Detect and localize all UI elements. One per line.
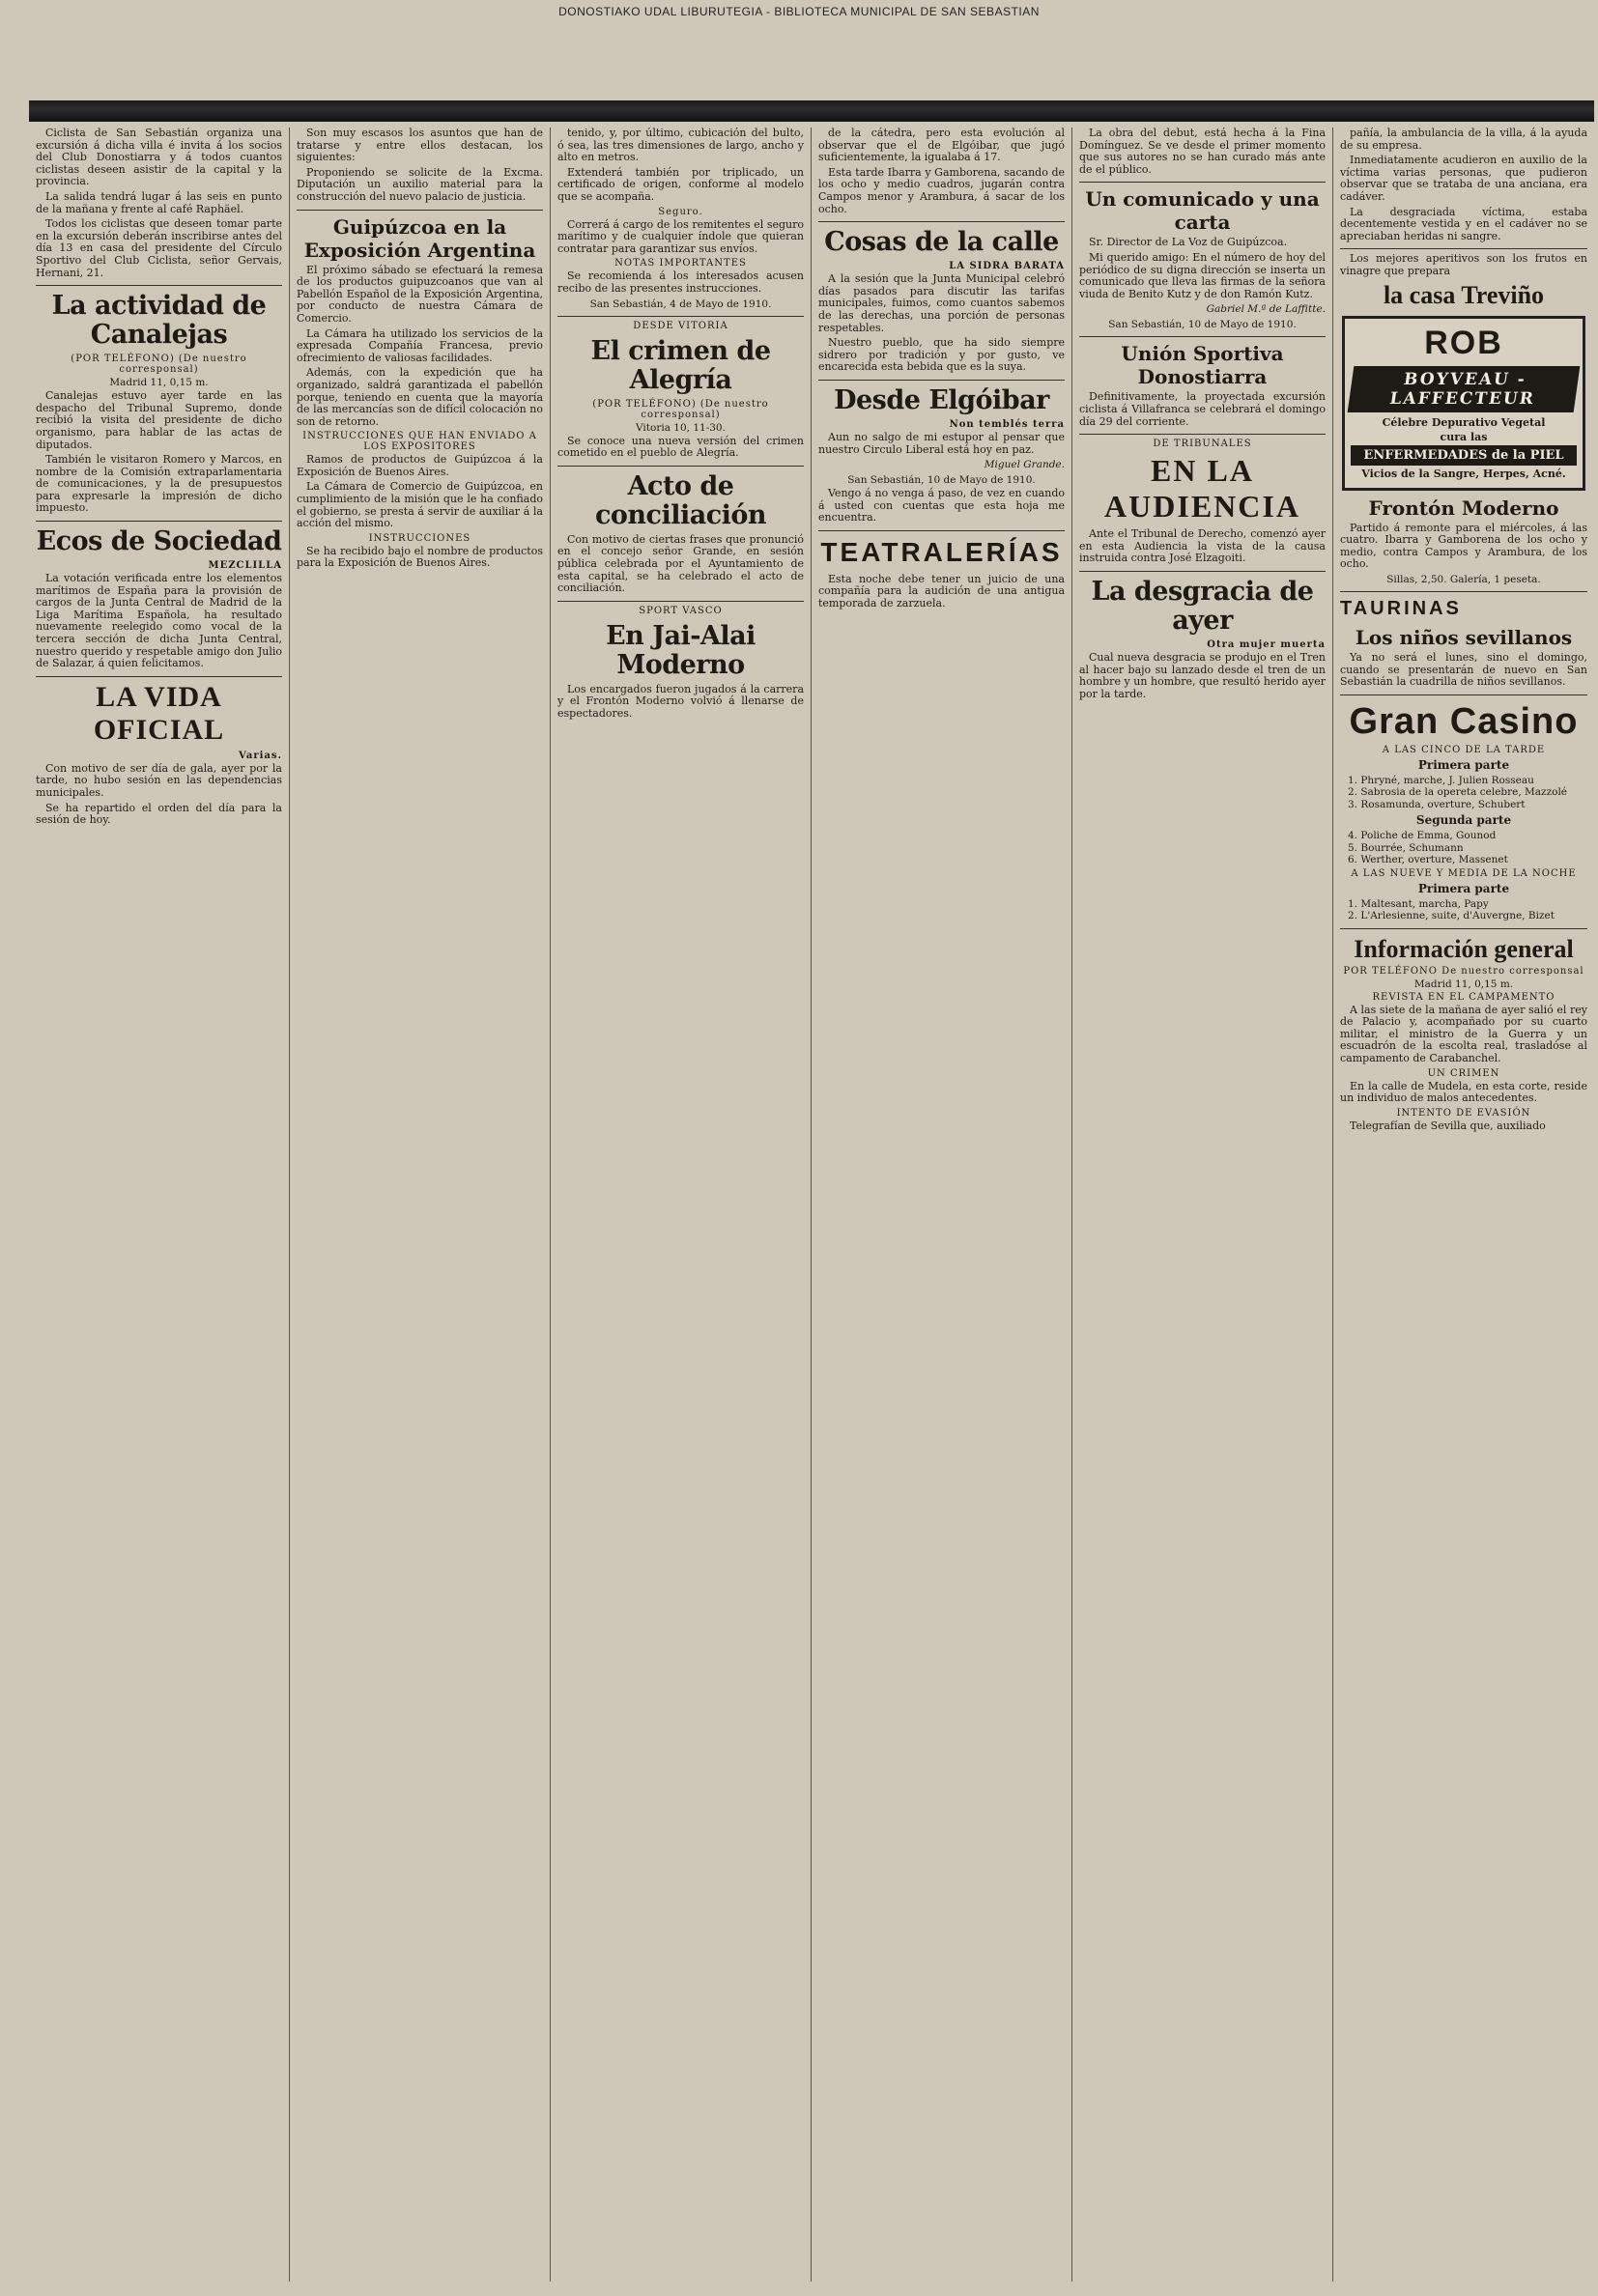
headline-acto-conciliacion: Acto de conciliación xyxy=(594,470,767,530)
paragraph: Mi querido amigo: En el número de hoy del periódico de su digna dirección se inserta un comunicado que lleva las firmas de la señora viuda de Benito Kutz y de don Ramón Kutz. xyxy=(1079,250,1326,300)
divider xyxy=(818,380,1065,381)
column-2 xyxy=(290,128,551,2282)
paragraph: Ramos de productos de Guipúzcoa á la Exposición de Buenos Aires. xyxy=(297,453,543,478)
divider xyxy=(818,221,1065,222)
subhead: POR TELÉFONO De nuestro corresponsal xyxy=(1343,965,1584,977)
paragraph: Telegrafían de Sevilla que, auxiliado xyxy=(1350,1119,1546,1132)
paragraph: Con motivo de ser día de gala, ayer por la tarde, no hubo sesión en las dependencias municipales. xyxy=(36,761,282,799)
paragraph: Canalejas estuvo ayer tarde en las despacho del Tribunal Supremo, donde recibió la visita del presidente de dicho organismo, para hablar de las actas de diputados. xyxy=(36,389,282,451)
divider xyxy=(557,601,804,602)
subhead: INSTRUCCIONES xyxy=(368,532,471,544)
paragraph: La obra del debut, está hecha á la Fina Domínguez. Se ve desde el primer momento que sus autores no se han curado más ante de el público. xyxy=(1079,128,1326,176)
paragraph: de la cátedra, pero esta evolución al observar que el de Elgóibar, que jugó suficientemente, la igualaba á 17. xyxy=(818,128,1065,164)
paragraph: Todos los ciclistas que deseen tomar parte en la excursión deberán inscribirse antes del día 13 en casa del presidente del Círculo Sportivo del Club Ciclista, señor Gervais, Hernani, 21. xyxy=(36,217,282,279)
divider xyxy=(1340,248,1587,249)
divider xyxy=(36,285,282,286)
ad-fronton-title: Frontón Moderno xyxy=(1368,496,1559,520)
section-label: DESDE VITORIA xyxy=(633,320,728,331)
program-head: Primera parte xyxy=(1417,757,1510,772)
paragraph: tenido, y, por último, cubicación del bulto, ó sea, las tres dimensiones de largo, ancho y alto en metros. xyxy=(557,128,804,164)
subhead: (POR TELÉFONO) (De nuestro corresponsal) xyxy=(71,354,247,376)
ad-line: Vicios de la Sangre, Herpes, Acné. xyxy=(1361,467,1566,480)
program-item: 6. Werther, overture, Massenet xyxy=(1348,854,1508,866)
paragraph: La salida tendrá lugar á las seis en punto de la mañana y frente al café Raphäel. xyxy=(36,189,282,215)
headline-crimen-alegria: El crimen de Alegría xyxy=(590,335,771,395)
divider xyxy=(818,530,1065,531)
headline-union-sportiva: Unión Sportiva Donostiarra xyxy=(1121,342,1284,389)
program-item: 3. Rosamunda, overture, Schubert xyxy=(1348,798,1526,810)
headline-vida-oficial: LA VIDA OFICIAL xyxy=(93,680,225,746)
dateline: San Sebastián, 10 de Mayo de 1910. xyxy=(1108,319,1297,331)
headline-jai-alai: En Jai-Alai Moderno xyxy=(606,620,756,680)
subhead: (POR TELÉFONO) (De nuestro corresponsal) xyxy=(592,398,769,420)
paragraph: Nuestro pueblo, que ha sido siempre sidrero por tradición y por gusto, ve encarecida esta bebida que es la suya. xyxy=(818,336,1065,374)
column-6 xyxy=(1333,128,1594,2282)
column-5 xyxy=(1072,128,1333,2282)
paragraph: La desgraciada víctima, estaba decentemente vestida y en el cadáver no se apreciaban heridas ni sangre. xyxy=(1340,205,1587,242)
program-item: 4. Poliche de Emma, Gounod xyxy=(1348,830,1497,842)
paragraph: Se ha recibido bajo el nombre de productos para la Exposición de Buenos Aires. xyxy=(297,544,543,570)
subhead: MEZCLILLA xyxy=(208,560,282,572)
ad-trevijano-title: la casa Treviño xyxy=(1383,280,1545,309)
program-item: 1. Maltesant, marcha, Papy xyxy=(1348,897,1489,910)
paragraph: Aun no salgo de mi estupor al pensar que nuestro Circulo Liberal está hoy en paz. xyxy=(818,430,1065,456)
paragraph: La Cámara de Comercio de Guipúzcoa, en cumplimiento de la misión que le ha confiado el gobierno, se presta á servir de auxiliar á la acción del mismo. xyxy=(297,480,543,530)
divider xyxy=(1079,336,1326,337)
divider xyxy=(557,466,804,467)
paragraph: También le visitaron Romero y Marcos, en nombre de la Comisión extraparlamentaria de comunicaciones, y la de presupuestos para expresarle la impresión de dicho impuesto. xyxy=(36,453,282,515)
paragraph: Definitivamente, la proyectada excursión ciclista á Villafranca se celebrará el domingo día 29 del corriente. xyxy=(1079,390,1326,428)
headline-cosas-calle: Cosas de la calle xyxy=(824,227,1059,258)
paragraph: Se conoce una nueva versión del crimen cometido en el pueblo de Alegría. xyxy=(557,434,804,460)
column-4 xyxy=(812,128,1072,2282)
paragraph: El próximo sábado se efectuará la remesa de los productos guipuzcoanos que van al Pabellón Español de la Exposición Argentina, por conducto de nuestra Cámara de Comercio. xyxy=(297,263,543,325)
headline-teatralerias: TEATRALERÍAS xyxy=(820,536,1063,567)
subhead: NOTAS IMPORTANTES xyxy=(614,258,747,269)
divider xyxy=(1340,591,1587,592)
headline-canalejas: La actividad de Canalejas xyxy=(51,291,267,351)
columns xyxy=(29,128,1594,2282)
column-1 xyxy=(29,128,290,2282)
ad-brand: ROB xyxy=(1424,324,1503,361)
column-3 xyxy=(551,128,812,2282)
program-item: 1. Phryné, marche, J. Julien Rosseau xyxy=(1348,774,1534,786)
ad-intro: Los mejores aperitivos son los frutos en vinagre que prepara xyxy=(1340,252,1587,277)
ad-brand-banner: BOYVEAU - LAFFECTEUR xyxy=(1348,366,1581,412)
paragraph: Los encargados fueron jugados á la carrera y el Frontón Moderno volvió á llenarse de espectadores. xyxy=(557,682,804,720)
subhead: LA SIDRA BARATA xyxy=(949,261,1065,272)
headline-informacion-general: Información general xyxy=(1354,934,1574,963)
program-head: Primera parte xyxy=(1417,881,1510,895)
signature: Miguel Grande. xyxy=(984,459,1065,471)
ad-line-inverse: ENFERMEDADES de la PIEL xyxy=(1351,445,1577,466)
headline-guipuzcoa-exposicion: Guipúzcoa en la Exposición Argentina xyxy=(303,214,536,262)
subhead: INTENTO DE EVASIÓN xyxy=(1396,1107,1531,1119)
paragraph: Proponiendo se solicite de la Excma. Diputación un auxilio material para la construcción del nuevo palacio de justicia. xyxy=(297,165,543,203)
ad-line: cura las xyxy=(1440,430,1488,443)
headline-comunicado: Un comunicado y una carta xyxy=(1085,187,1320,235)
paragraph: Sr. Director de La Voz de Guipúzcoa. xyxy=(1089,236,1288,249)
divider xyxy=(1340,928,1587,929)
paragraph: En la calle de Mudela, en esta corte, reside un individuo de malos antecedentes. xyxy=(1340,1079,1587,1105)
divider xyxy=(557,316,804,317)
subhead: Seguro. xyxy=(658,206,703,217)
paragraph: Inmediatamente acudieron en auxilio de la víctima varias personas, que pudieron observar que se trataba de una anciana, era cadáver. xyxy=(1340,154,1587,203)
program-head: Segunda parte xyxy=(1415,813,1512,828)
headline-ninos-sevillanos: Los niños sevillanos xyxy=(1355,625,1573,649)
paragraph: La Cámara ha utilizado los servicios de la expresada Compañía Francesa, previo ofrecimiento de valiosas facilidades. xyxy=(297,326,543,364)
divider xyxy=(1079,182,1326,183)
headline-audiencia: EN LA AUDIENCIA xyxy=(1104,453,1300,524)
divider xyxy=(36,676,282,677)
divider xyxy=(1079,571,1326,572)
dateline: Madrid 11, 0,15 m. xyxy=(1413,978,1514,990)
ad-price: Sillas, 2,50. Galería, 1 peseta. xyxy=(1386,573,1541,585)
divider xyxy=(1340,694,1587,695)
section-label: SPORT VASCO xyxy=(639,605,723,616)
headline-desde-elgoibar: Desde Elgóibar xyxy=(834,384,1049,415)
program-item: 2. L'Arlesienne, suite, d'Auvergne, Bizet xyxy=(1348,910,1555,922)
section-label: DE TRIBUNALES xyxy=(1153,439,1252,450)
subhead: A LAS CINCO DE LA TARDE xyxy=(1382,744,1546,755)
subhead: REVISTA EN EL CAMPAMENTO xyxy=(1372,991,1555,1003)
dateline: Madrid 11, 0,15 m. xyxy=(109,377,209,389)
paragraph: Ciclista de San Sebastián organiza una excursión á dicha villa é invita á los socios del Club Donostiarra y á todos cuantos ciclistas deseen asistir de la capital y la provincia. xyxy=(36,128,282,188)
paragraph: Con motivo de ciertas frases que pronunció en el concejo señor Grande, en sesión pública celebrada por el Ayuntamiento de esta capital, se ha celebrado el acto de conciliación. xyxy=(557,532,804,595)
dateline: San Sebastián, 10 de Mayo de 1910. xyxy=(847,474,1036,487)
paragraph: A la sesión que la Junta Municipal celebró días pasados para discutir las tarifas municipales, fuimos, como cuantos sabemos de las derechas, una porción de personas respetables. xyxy=(818,272,1065,334)
dateline: San Sebastián, 4 de Mayo de 1910. xyxy=(589,298,772,310)
program-item: 5. Bourrée, Schumann xyxy=(1348,841,1464,854)
subhead: Non temblés terra xyxy=(949,418,1065,430)
paragraph: Partido á remonte para el miércoles, á las cuatro. Ibarra y Gamborena de los ocho y medio, contra Campos y Arambura, de los ocho. xyxy=(1340,521,1587,571)
paragraph: Extenderá también por triplicado, un certificado de origen, conforme al modelo que se acompaña. xyxy=(557,165,804,203)
paragraph: Además, con la expedición que ha organizado, saldrá garantizada el pabellón porque, teniendo en cuenta que la mayoría de las mercancías son de difícil colocación no son de retorno. xyxy=(297,366,543,428)
paragraph: A las siete de la mañana de ayer salió el rey de Palacio y, acompañado por su cuarto militar, el ministro de la Guerra y un escuadrón de la escolta real, trasladóse al campamento de Carabanchel. xyxy=(1340,1003,1587,1065)
paragraph: Ya no será el lunes, sino el domingo, cuando se presentarán de nuevo en San Sebastián la cuadrilla de niños sevillanos. xyxy=(1340,650,1587,689)
paragraph: Esta tarde Ibarra y Gamborena, sacando de los ocho y medio cuadros, jugarán contra Campos menor y Arambura, á sacar de los ocho. xyxy=(818,165,1065,215)
divider xyxy=(36,521,282,522)
paragraph: Son muy escasos los asuntos que han de tratarse y entre ellos destacan, los siguientes: xyxy=(297,128,543,164)
paragraph: pañía, la ambulancia de la villa, á la ayuda de su empresa. xyxy=(1340,128,1587,152)
headline-ecos-sociedad: Ecos de Sociedad xyxy=(36,526,282,557)
subhead: A LAS NUEVE Y MEDIA DE LA NOCHE xyxy=(1351,867,1577,879)
paragraph: La votación verificada entre los elementos marítimos de España para la provisión de cargos de la Junta Central de Madrid de la Liga Marítima Española, ha resultado nuevamente reelegido como vocal de la tercera sección de dicha Junta Central, nuestro querido y respetable amigo don Julio de Salazar, á quien felicitamos. xyxy=(36,572,282,670)
dateline: Vitoria 10, 11-30. xyxy=(636,421,726,434)
program-item: 2. Sabrosia de la opereta celebre, Mazzolé xyxy=(1348,786,1568,799)
signature: Gabriel M.ª de Laffitte. xyxy=(1206,303,1326,316)
section-taurinas: TAURINAS xyxy=(1340,597,1462,619)
paragraph: Correrá á cargo de los remitentes el seguro marítimo y de cualquier índole que quieran contratar para garantizar sus envíos. xyxy=(557,217,804,255)
ad-rob-boyveau xyxy=(1342,316,1585,491)
paragraph: Esta noche debe tener un juicio de una compañía para la audición de una antigua temporada de zarzuela. xyxy=(818,572,1065,610)
subhead: UN CRIMEN xyxy=(1427,1067,1500,1079)
subhead: INSTRUCCIONES QUE HAN ENVIADO A LOS EXPOSITORES xyxy=(302,431,537,453)
subhead: Otra mujer muerta xyxy=(1207,638,1326,650)
paragraph: Ante el Tribunal de Derecho, comenzó ayer en esta Audiencia la vista de la causa instruida contra José Elzagoiti. xyxy=(1079,527,1326,565)
ad-line: Célebre Depurativo Vegetal xyxy=(1382,415,1546,429)
archive-header: DONOSTIAKO UDAL LIBURUTEGIA - BIBLIOTECA MUNICIPAL DE SAN SEBASTIAN xyxy=(558,5,1040,18)
paragraph: Cual nueva desgracia se produjo en el Tren al hacer bajo su lanzado desde el tren de un hombre y un hombre, que resultó herido ayer por la tarde. xyxy=(1079,650,1326,700)
masthead-rule xyxy=(29,100,1594,122)
paragraph: Vengo á no venga á paso, de vez en cuando á usted con cuentas que esta hoja me encuentra. xyxy=(818,487,1065,524)
paragraph: Se ha repartido el orden del día para la sesión de hoy. xyxy=(36,801,282,827)
headline-gran-casino: Gran Casino xyxy=(1349,700,1579,742)
divider xyxy=(297,210,543,211)
divider xyxy=(1079,434,1326,435)
subhead: Varias. xyxy=(239,750,282,761)
headline-desgracia: La desgracia de ayer xyxy=(1091,576,1314,636)
paragraph: Se recomienda á los interesados acusen recibo de las presentes instrucciones. xyxy=(557,269,804,295)
